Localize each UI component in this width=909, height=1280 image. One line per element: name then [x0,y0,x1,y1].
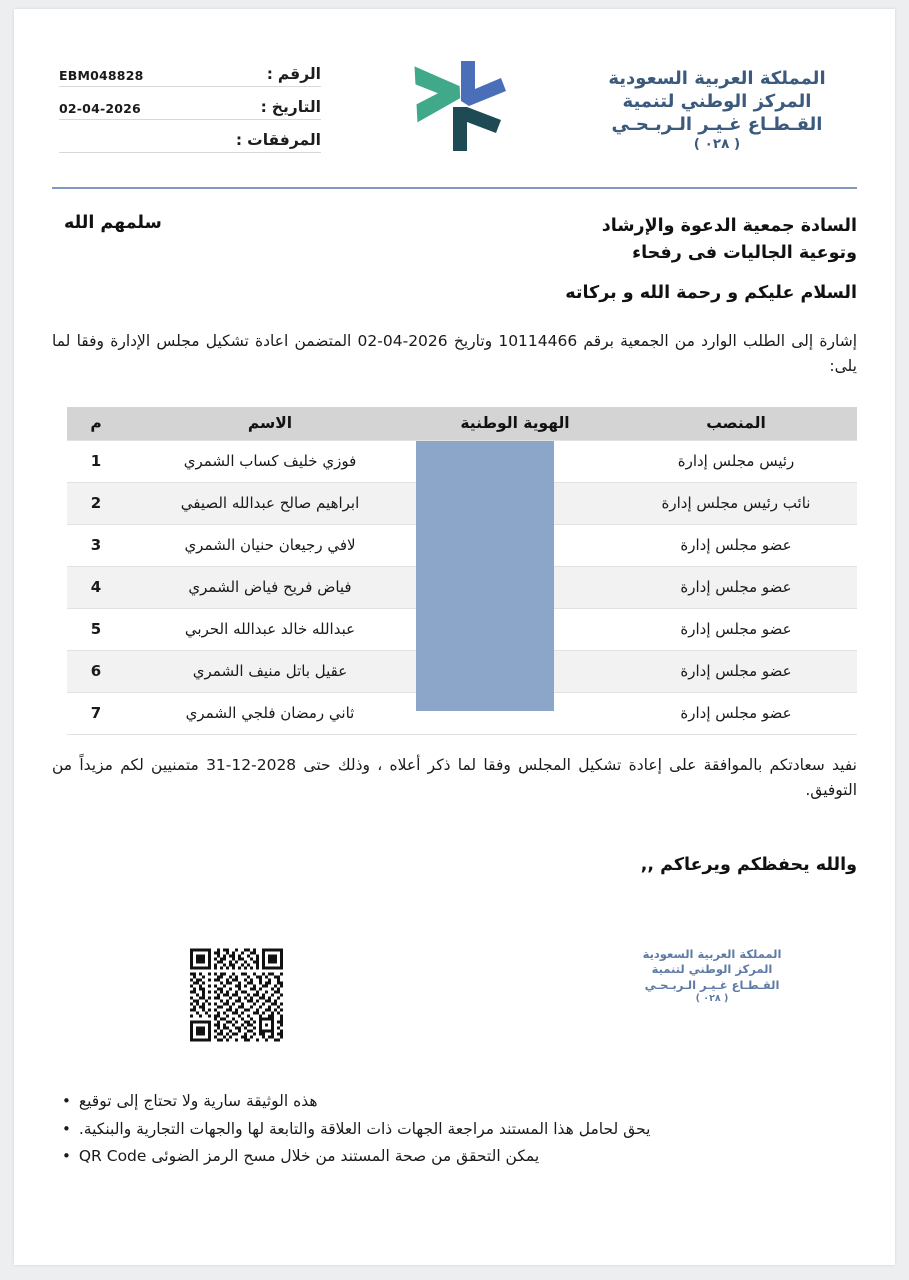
addressee [297,213,857,266]
cell-number: 4 [67,566,125,608]
cell-position: عضو مجلس إدارة [615,650,857,692]
cell-position: رئيس مجلس إدارة [615,440,857,482]
cell-number: 5 [67,608,125,650]
meta-value-number: EBM048828 [59,68,144,83]
meta-colon-date: : [260,98,267,116]
th-number: م [67,407,125,440]
footer-notes-list [52,1089,857,1172]
footer-org-line-2: المركز الوطني لتنمية [651,962,773,977]
footer-org-line-1: المملكة العربية السعودية [642,947,782,961]
cell-number: 2 [67,482,125,524]
greeting-right: سلمهم الله [64,213,162,233]
letter-header [14,9,895,169]
meta-colon-number: : [266,65,273,83]
bullet-icon: • [62,1147,71,1166]
header-divider [52,187,857,189]
list-item [52,1144,857,1170]
meta-label-number: الرقم [277,65,321,83]
org-line-1: المملكة العربية السعودية [608,68,826,89]
meta-row-date [59,92,321,120]
meta-label-date: التاريخ [271,98,321,116]
cell-position: عضو مجلس إدارة [615,608,857,650]
cell-position: عضو مجلس إدارة [615,566,857,608]
document-page [14,9,895,1265]
addressee-line-1: السادة جمعية الدعوة والإرشاد [601,216,857,236]
blessing-line: والله يحفظكم ويرعاكم ,, [640,854,857,875]
meta-colon-attachments: : [235,131,243,149]
list-item [52,1089,857,1115]
meta-label-attachments: المرفقات [247,131,321,149]
closing-paragraph: نفيد سعادتكم بالموافقة على إعادة تشكيل المجلس وفقا لما ذكر أعلاه ، وذلك حتى 2028-12-31 متمنيين لكم مزيداً من التوفيق. [52,755,857,799]
cell-name: لافي رجيعان حنيان الشمري [125,524,415,566]
org-line-4: ( ٠٢٨ ) [693,136,741,153]
cell-number: 1 [67,440,125,482]
meta-value-attachments [59,149,228,152]
cell-name: فوزي خليف كساب الشمري [125,440,415,482]
document-meta-block [59,59,321,158]
salutation-block [52,205,857,303]
th-name: الاسم [125,407,415,440]
footer-org-line-4: ( ٠٢٨ ) [695,993,729,1005]
bullet-icon: • [62,1092,71,1110]
org-line-2: المركز الوطني لتنمية [622,91,812,113]
footer-org-line-3: القـطـاع غـيـر الـربـحـي [644,977,780,992]
addressee-line-2: وتوعية الجاليات فى رفحاء [632,242,857,263]
organization-name-header [572,67,862,153]
salam-line: السلام عليكم و رحمة الله و بركاته [565,283,857,303]
note-text: يمكن التحقق من صحة المستند من خلال مسح الرمز الضوئى QR Code [78,1147,540,1166]
cell-name: فياض فريح فياض الشمري [125,566,415,608]
cell-position: نائب رئيس مجلس إدارة [615,482,857,524]
cell-name: عبدالله خالد عبدالله الحربي [125,608,415,650]
reference-paragraph: إشارة إلى الطلب الوارد من الجمعية برقم 10114466 وتاريخ 2026-04-02 المتضمن اعادة تشكيل مجلس الإدارة وفقا لما يلى: [52,332,857,376]
cell-number: 7 [67,692,125,734]
th-national-id: الهوية الوطنية [415,407,615,440]
cell-number: 6 [67,650,125,692]
letter-body [52,205,857,875]
cell-number: 3 [67,524,125,566]
table-head [67,407,857,440]
qr-code-icon [187,943,286,1047]
cell-name: ثاني رمضان فلجي الشمري [125,692,415,734]
meta-row-number [59,59,321,87]
meta-value-date: 02-04-2026 [59,101,141,116]
ncnp-logo-icon [413,57,515,155]
bullet-icon: • [62,1119,71,1138]
cell-position: عضو مجلس إدارة [615,692,857,734]
note-text: هذه الوثيقة سارية ولا تحتاج إلى توقيع [78,1092,318,1110]
cell-position: عضو مجلس إدارة [615,524,857,566]
organization-name-footer [612,947,812,1006]
letter-footer [14,929,895,1265]
note-text: يحق لحامل هذا المستند مراجعة الجهات ذات العلاقة والتابعة لها والجهات التجارية والبنكية. [78,1119,651,1138]
cell-name: ابراهيم صالح عبدالله الصيفي [125,482,415,524]
th-position: المنصب [615,407,857,440]
meta-row-attachments [59,125,321,153]
board-table-wrapper [67,407,857,735]
org-line-3: القـطـاع غـيـر الـربـحـي [611,114,823,136]
national-id-redaction-box [416,441,554,711]
cell-name: عقيل باتل منيف الشمري [125,650,415,692]
table-header-row [67,407,857,440]
list-item [52,1117,857,1143]
